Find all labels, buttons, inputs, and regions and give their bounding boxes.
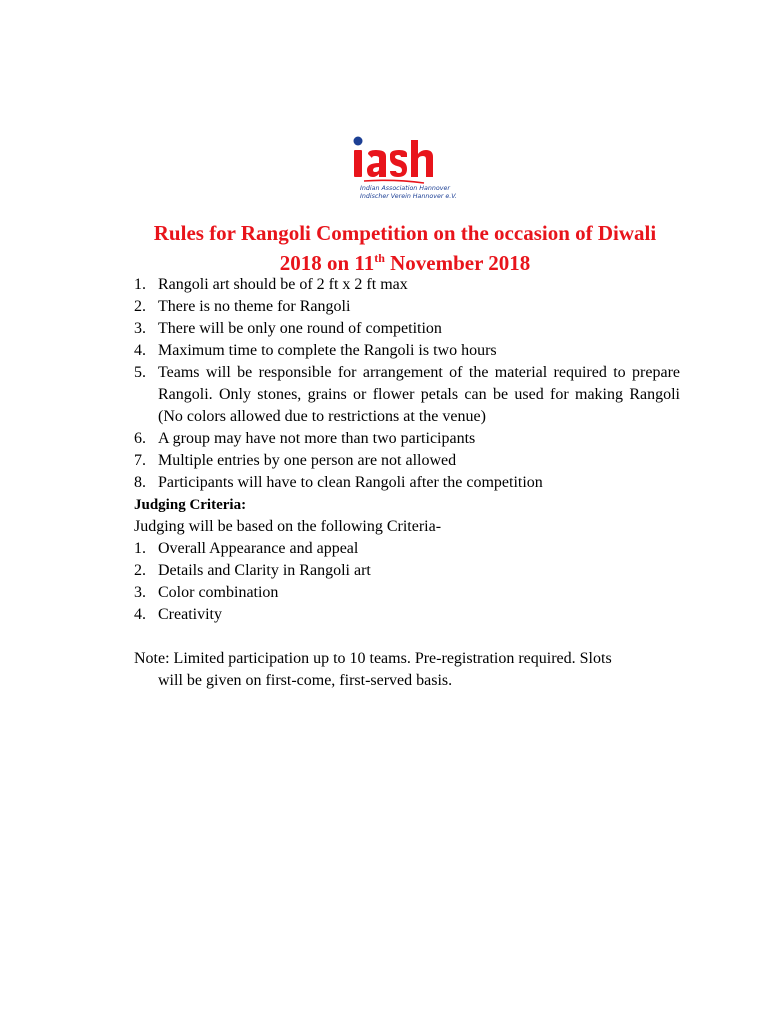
rule-item bbox=[134, 274, 680, 296]
criteria-number: 4. bbox=[134, 606, 146, 623]
rule-number: 2. bbox=[134, 298, 146, 315]
rule-text: Maximum time to complete the Rangoli is two hours bbox=[158, 342, 497, 359]
rule-number: 8. bbox=[134, 474, 146, 491]
rule-number: 1. bbox=[134, 276, 146, 293]
title-date-prefix: 2018 on 11 bbox=[279, 251, 375, 275]
rule-text: Rangoli art should be of 2 ft x 2 ft max bbox=[158, 276, 408, 293]
note-paragraph bbox=[134, 648, 680, 692]
criteria-number: 2. bbox=[134, 562, 146, 579]
criteria-text: Creativity bbox=[158, 606, 222, 623]
rule-item bbox=[134, 428, 680, 450]
rule-item bbox=[134, 296, 680, 318]
note-line-2: will be given on first-come, first-served basis. bbox=[158, 672, 453, 689]
rule-item bbox=[134, 318, 680, 340]
rule-text: Teams will be responsible for arrangement of the material required to prepare Rangoli. Only stones, grains or flower petals can be used for making Rangoli (No colors allowed due to restrictions at the venue) bbox=[158, 364, 680, 425]
judging-heading: Judging Criteria: bbox=[134, 497, 247, 513]
rule-number: 7. bbox=[134, 452, 146, 469]
rule-text: Multiple entries by one person are not allowed bbox=[158, 452, 457, 469]
rule-text: A group may have not more than two participants bbox=[158, 430, 476, 447]
criteria-item bbox=[134, 538, 680, 560]
rule-item bbox=[134, 362, 680, 428]
rule-item bbox=[134, 340, 680, 362]
rule-text: There will be only one round of competition bbox=[158, 320, 442, 337]
criteria-number: 3. bbox=[134, 584, 146, 601]
rule-number: 3. bbox=[134, 320, 146, 337]
iash-logo bbox=[346, 136, 466, 200]
rule-text: There is no theme for Rangoli bbox=[158, 298, 351, 315]
criteria-number: 1. bbox=[134, 540, 146, 557]
criteria-item bbox=[134, 560, 680, 582]
rule-number: 6. bbox=[134, 430, 146, 447]
rule-text: Participants will have to clean Rangoli after the competition bbox=[158, 474, 543, 491]
rules-section bbox=[134, 274, 680, 692]
criteria-item bbox=[134, 604, 680, 626]
title-date-ordinal: th bbox=[374, 251, 385, 265]
criteria-text: Overall Appearance and appeal bbox=[158, 540, 359, 557]
rule-item bbox=[134, 450, 680, 472]
criteria-item bbox=[134, 582, 680, 604]
title-date-suffix: November 2018 bbox=[384, 251, 531, 275]
rule-number: 4. bbox=[134, 342, 146, 359]
criteria-text: Color combination bbox=[158, 584, 279, 601]
judging-intro: Judging will be based on the following Criteria- bbox=[134, 518, 442, 535]
iash-logo-graphic bbox=[346, 136, 466, 200]
rule-number: 5. bbox=[134, 364, 146, 381]
logo-tagline-1: Indian Association Hannover bbox=[360, 185, 450, 192]
criteria-text: Details and Clarity in Rangoli art bbox=[158, 562, 371, 579]
rule-item bbox=[134, 472, 680, 494]
note-line-1: Note: Limited participation up to 10 teams. Pre-registration required. Slots bbox=[134, 650, 612, 667]
document-title-line-1: Rules for Rangoli Competition on the occasion of Diwali bbox=[153, 221, 657, 245]
logo-tagline-2: Indischer Verein Hannover e.V. bbox=[360, 193, 457, 200]
